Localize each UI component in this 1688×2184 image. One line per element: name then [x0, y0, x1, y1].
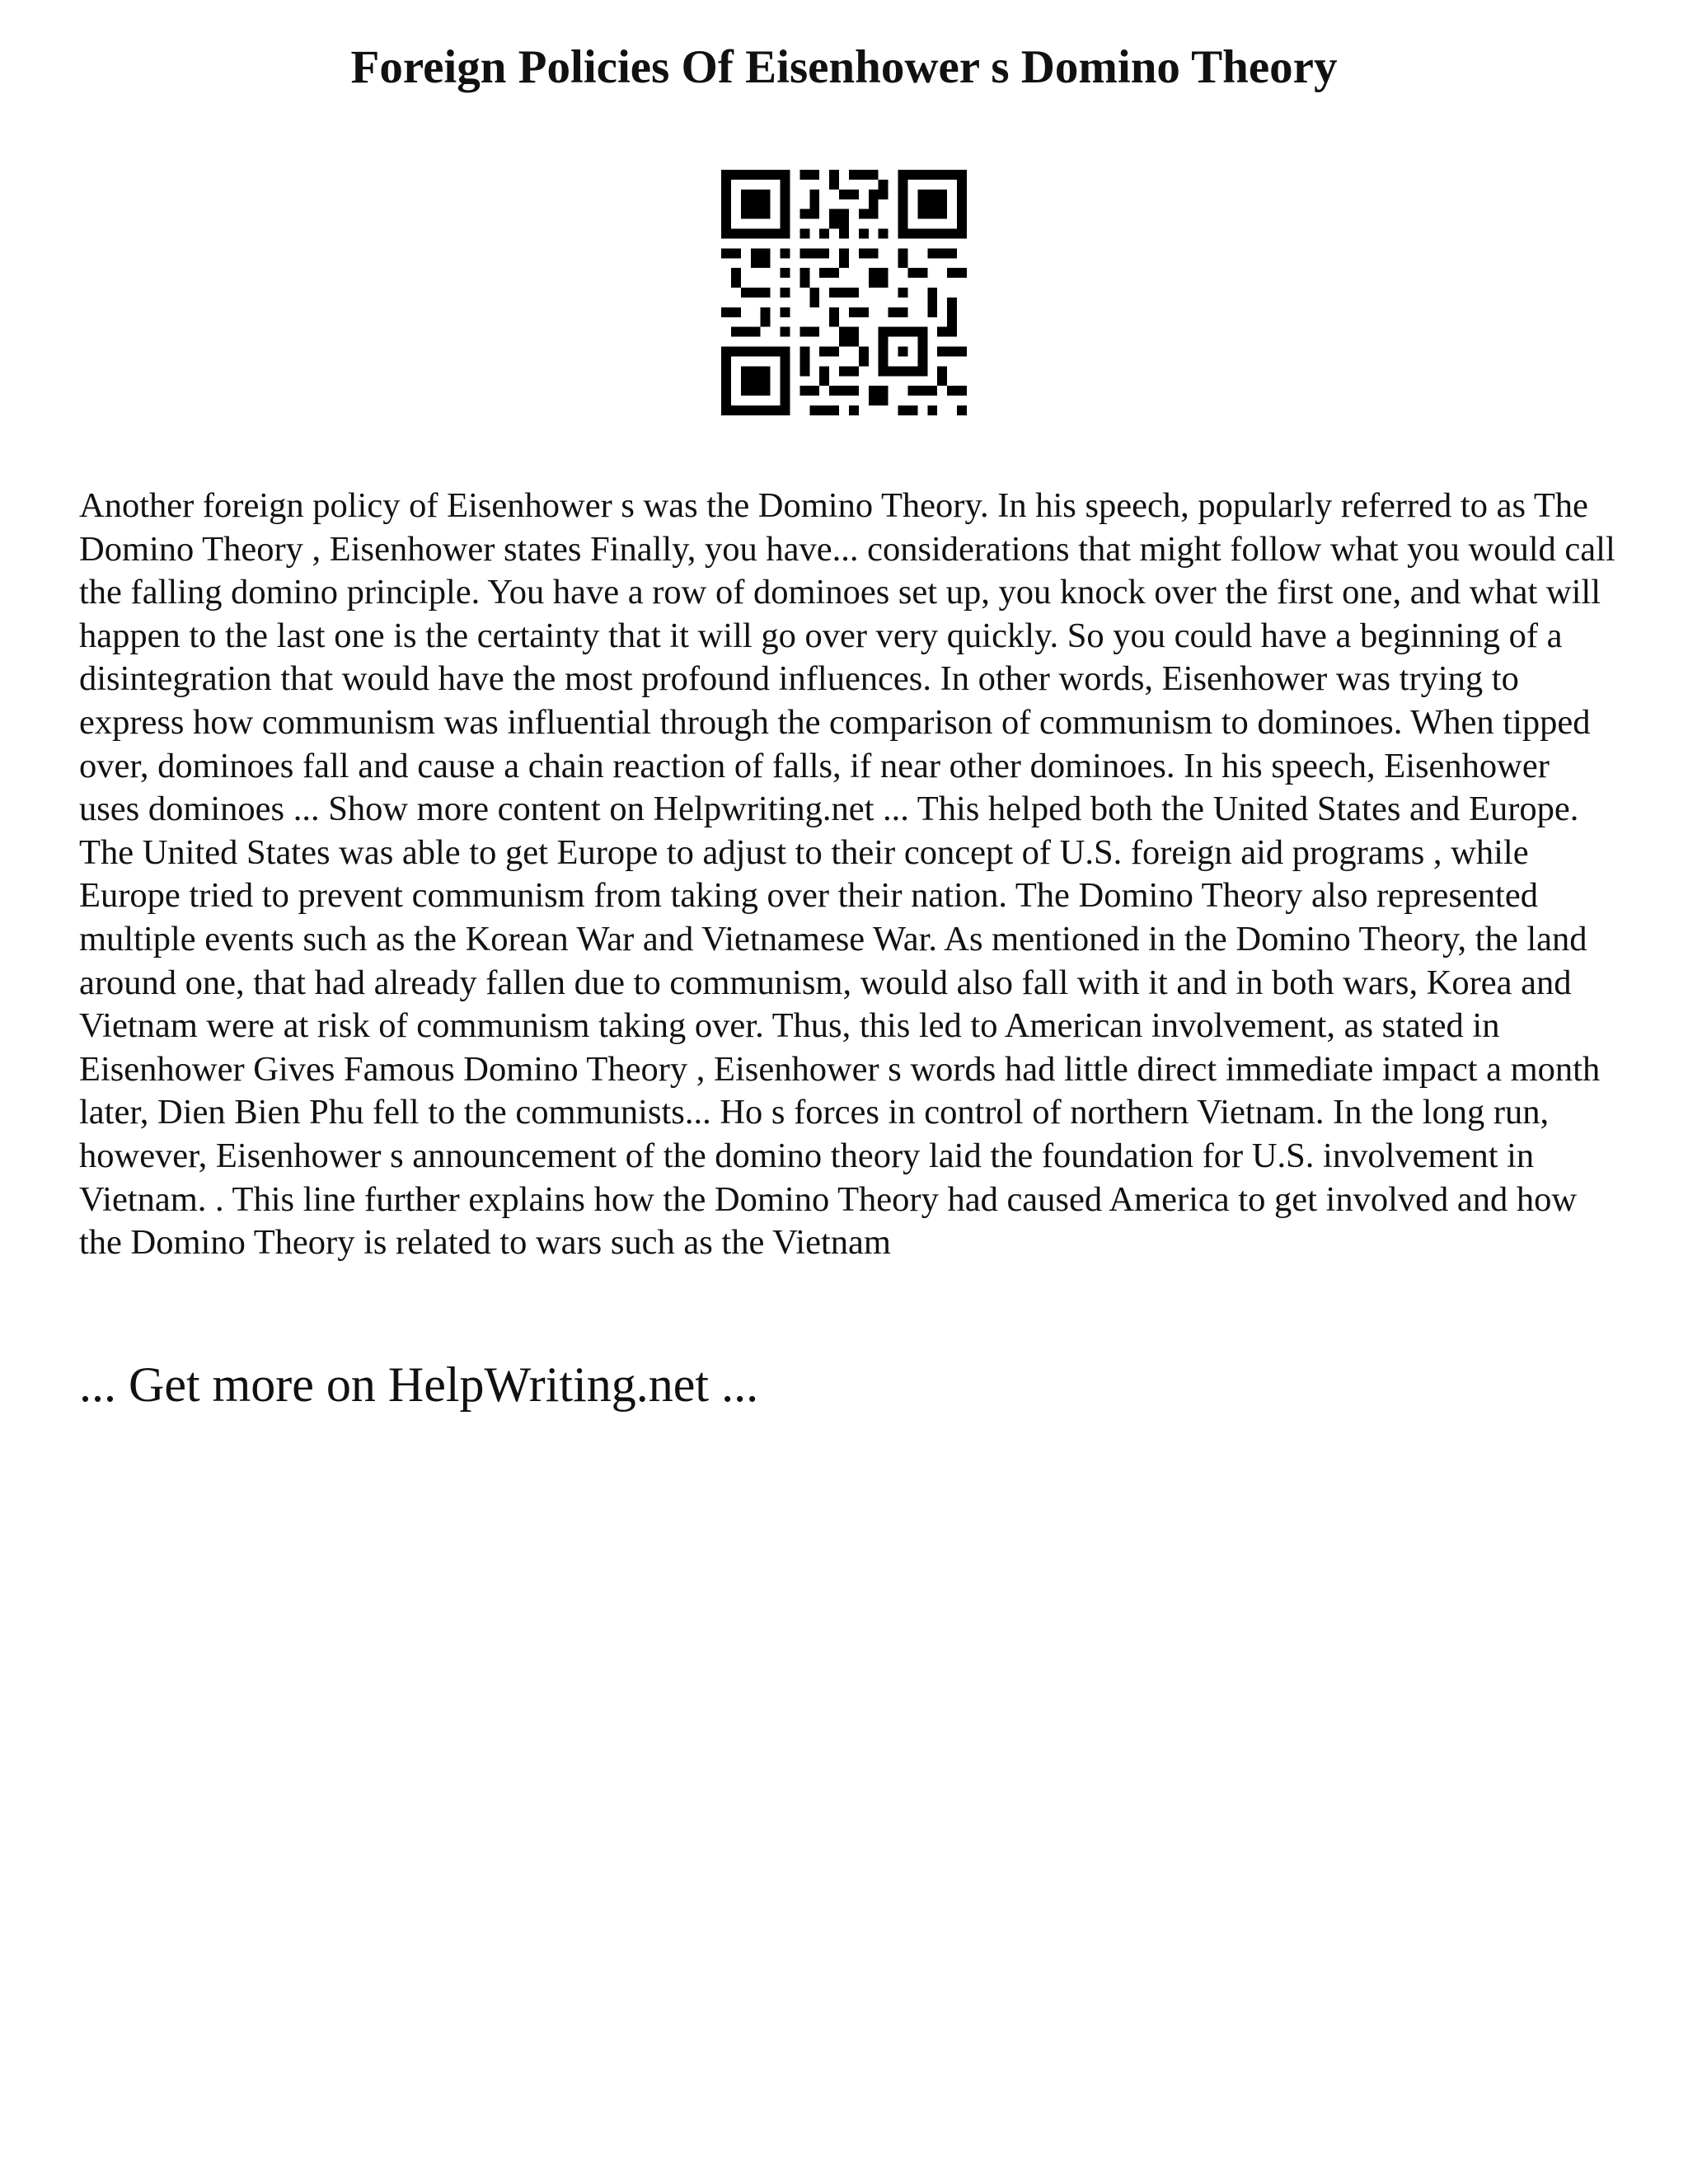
qr-code-icon: [721, 170, 967, 415]
get-more-link[interactable]: ... Get more on HelpWriting.net ...: [79, 1357, 759, 1412]
page-title: Foreign Policies Of Eisenhower s Domino Theory: [350, 41, 1338, 93]
article-paragraph: Another foreign policy of Eisenhower s was the Domino Theory. In his speech, popularly referred to as The Domino Theory , Eisenhower states Finally, you have... considerations that might follow what you would call the falling domino principle. You have a row of dominoes set up, you knock over the first one, and what will happen to the last one is the certainty that it will go over very quickly. So you could have a beginning of a disintegration that would have the most profound influences. In other words, Eisenhower was trying to express how communism was influential through the comparison of communism to dominoes. When tipped over, dominoes fall and cause a chain reaction of falls, if near other dominoes. In his speech, Eisenhower uses dominoes ... Show more content on Helpwriting.net ... This helped both the United States and Europe. The United States was able to get Europe to adjust to their concept of U.S. foreign aid programs , while Europe tried to prevent communism from taking over their nation. The Domino Theory also represented multiple events such as the Korean War and Vietnamese War. As mentioned in the Domino Theory, the land around one, that had already fallen due to communism, would also fall with it and in both wars, Korea and Vietnam were at risk of communism taking over. Thus, this led to American involvement, as stated in Eisenhower Gives Famous Domino Theory , Eisenhower s words had little direct immediate impact a month later, Dien Bien Phu fell to the communists... Ho s forces in control of northern Vietnam. In the long run, however, Eisenhower s announcement of the domino theory laid the foundation for U.S. involvement in Vietnam. . This line further explains how the Domino Theory had caused America to get involved and how the Domino Theory is related to wars such as the Vietnam: [79, 486, 1615, 1263]
